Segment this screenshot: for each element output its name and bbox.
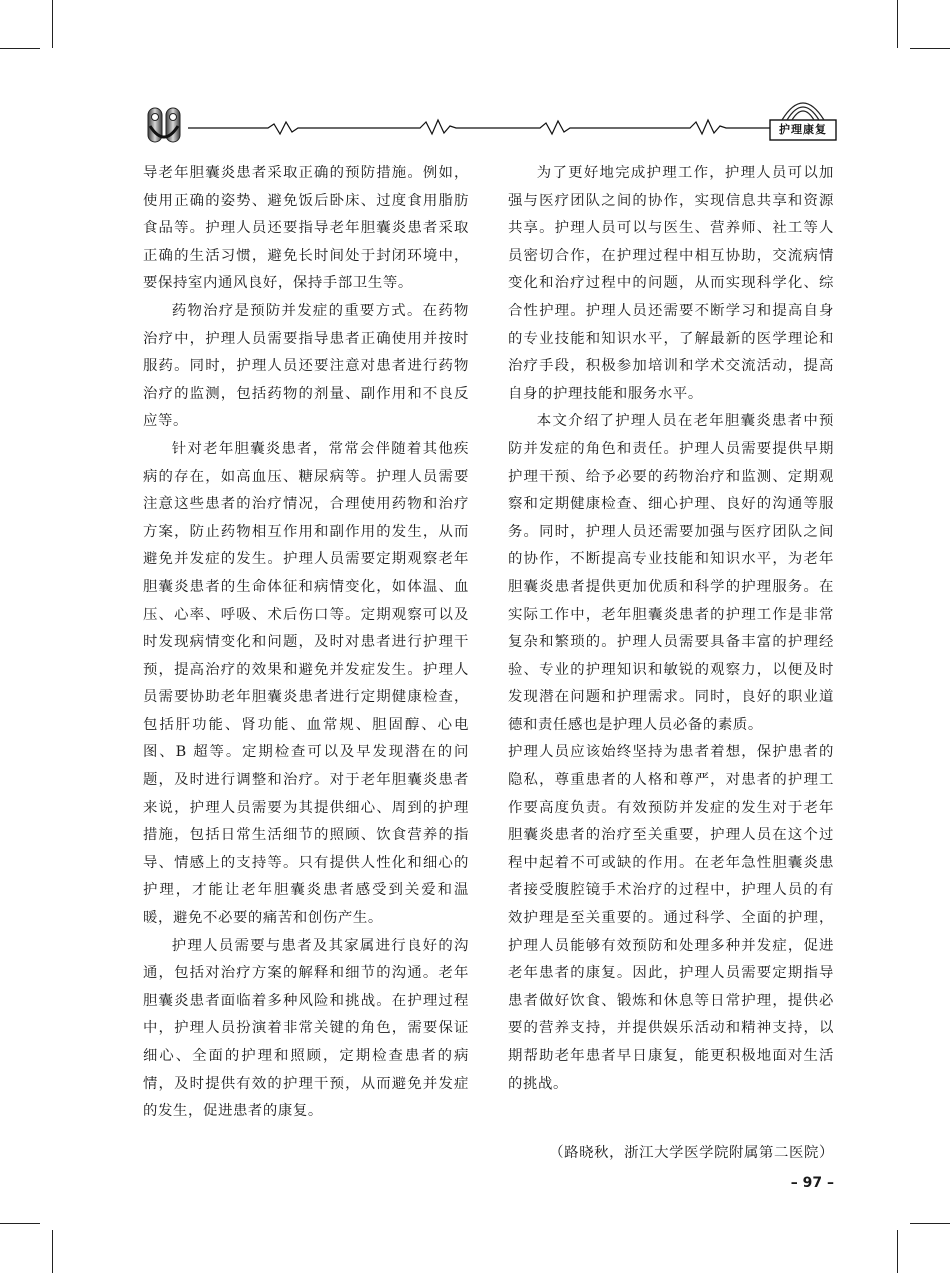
paragraph: 针对老年胆囊炎患者，常常会伴随着其他疾病的存在，如高血压、糖尿病等。护理人员需要注意这些患者的治疗情况，合理使用药物和治疗方案，防止药物相互作用和副作用的发生，从而避免并发症的发生。护理人员需要定期观察老年胆囊炎患者的生命体征和病情变化，如体温、血压、心率、呼吸、术后伤口等。定期观察可以及时发现病情变化和问题，及时对患者进行护理干预，提高治疗的效果和避免并发症发生。护理人员需要协助老年胆囊炎患者进行定期健康检查，包括肝功能、肾功能、血常规、胆固醇、心电图、B 超等。定期检查可以及早发现潜在的问题，及时进行调整和治疗。对于老年胆囊炎患者来说，护理人员需要为其提供细心、周到的护理措施，包括日常生活细节的照顾、饮食营养的指导、情感上的支持等。只有提供人性化和细心的护理，才能让老年胆囊炎患者感受到关爱和温暖，避免不必要的痛苦和创伤产生。 — [143, 440, 469, 927]
crop-mark — [52, 1230, 53, 1273]
left-column — [143, 160, 469, 1126]
crop-mark — [910, 48, 950, 49]
paragraph: 为了更好地完成护理工作，护理人员可以加强与医疗团队之间的协作，实现信息共享和资源共享。护理人员可以与医生、营养师、社工等人员密切合作，在护理过程中相互协助，交流病情变化和治疗过程中的问题，从而实现科学化、综合性护理。护理人员还需要不断学习和提高自身的专业技能和知识水平，了解最新的医学理论和治疗手段，积极参加培训和学术交流活动，提高自身的护理技能和服务水平。 — [508, 165, 834, 402]
paragraph: 药物治疗是预防并发症的重要方式。在药物治疗中，护理人员需要指导患者正确使用并按时服药。同时，护理人员还要注意对患者进行药物治疗的监测，包括药物的剂量、副作用和不良反应等。 — [143, 302, 469, 430]
paragraph: 导老年胆囊炎患者采取正确的预防措施。例如，使用正确的姿势、避免饭后卧床、过度食用脂肪食品等。护理人员还要指导老年胆囊炎患者采取正确的生活习惯，避免长时间处于封闭环境中，要保持室内通风良好，保持手部卫生等。 — [143, 165, 469, 292]
right-column — [508, 160, 834, 1098]
paragraph: 本文介绍了护理人员在老年胆囊炎患者中预防并发症的角色和责任。护理人员需要提供早期护理干预、给予必要的药物治疗和监测、定期观察和定期健康检查、细心护理、良好的沟通等服务。同时，护理人员还需要加强与医疗团队之间的协作，不断提高专业技能和知识水平，为老年胆囊炎患者提供更加优质和科学的护理服务。在实际工作中，老年胆囊炎患者的护理工作是非常复杂和繁琐的。护理人员需要具备丰富的护理经验、专业的护理知识和敏锐的观察力，以便及时发现潜在问题和护理需求。同时，良好的职业道德和责任感也是护理人员必备的素质。 — [508, 413, 834, 733]
crop-mark — [897, 1230, 898, 1273]
crop-mark — [0, 48, 40, 49]
page-number: – 97 – — [790, 1175, 834, 1191]
crop-mark — [897, 0, 898, 48]
paragraph: 护理人员应该始终坚持为患者着想，保护患者的隐私，尊重患者的人格和尊严，对患者的护理工作要高度负责。有效预防并发症的发生对于老年胆囊炎患者的治疗至关重要，护理人员在这个过程中起着不可或缺的作用。在老年急性胆囊炎患者接受腹腔镜手术治疗的过程中，护理人员的有效护理是至关重要的。通过科学、全面的护理，护理人员能够有效预防和处理多种并发症，促进老年患者的康复。因此，护理人员需要定期指导患者做好饮食、锻炼和休息等日常护理，提供必要的营养支持，并提供娱乐活动和精神支持，以期帮助老年患者早日康复，能更积极地面对生活的挑战。 — [508, 744, 834, 1092]
paragraph: 护理人员需要与患者及其家属进行良好的沟通，包括对治疗方案的解释和细节的沟通。老年胆囊炎患者面临着多种风险和挑战。在护理过程中，护理人员扮演着非常关键的角色，需要保证细心、全面的护理和照顾，定期检查患者的病情，及时提供有效的护理干预，从而避免并发症的发生，促进患者的康复。 — [143, 937, 469, 1120]
wave-line — [188, 120, 770, 134]
logo-icon — [148, 108, 180, 142]
author-byline: （路晓秋，浙江大学医学院附属第二医院） — [549, 1145, 834, 1161]
arch-icon — [782, 103, 824, 120]
crop-mark — [0, 1223, 40, 1224]
crop-mark — [52, 0, 53, 48]
section-tag: 护理康复 — [779, 123, 827, 136]
crop-mark — [910, 1223, 950, 1224]
